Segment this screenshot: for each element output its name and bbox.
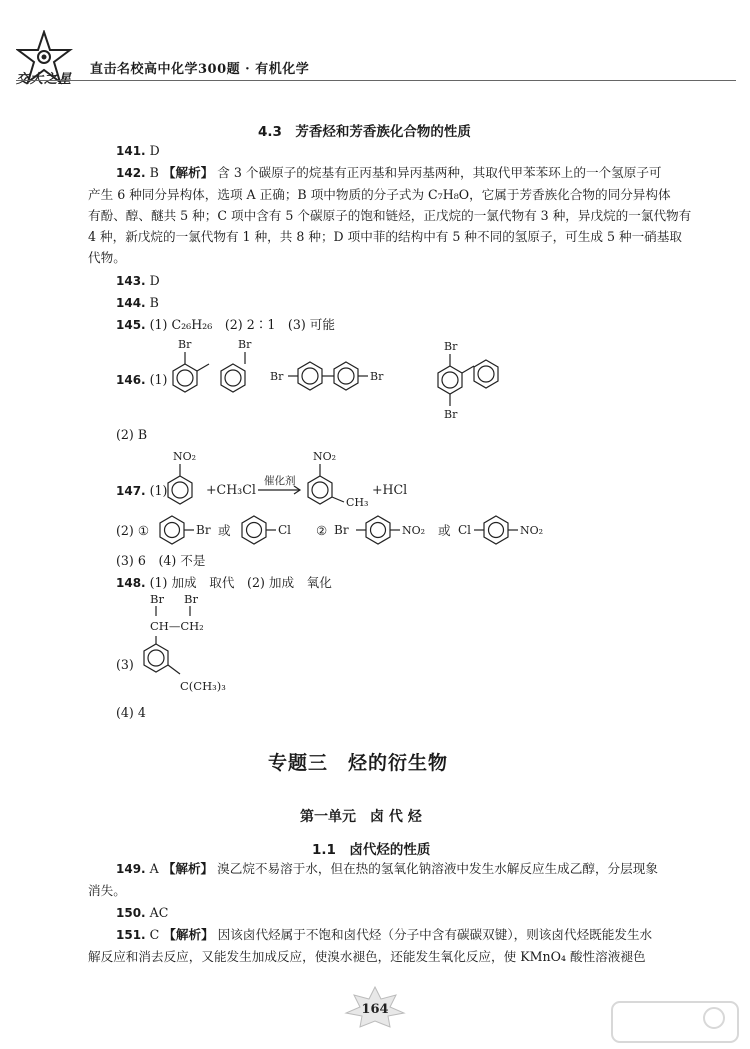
answer-141: 141. D bbox=[116, 143, 160, 158]
page-number-badge bbox=[342, 985, 408, 1029]
svg-text:Br: Br bbox=[184, 592, 198, 606]
answer-145: 145. (1) C₂₆H₂₆ (2) 2∶1 (3) 可能 bbox=[116, 317, 335, 332]
br-label: Br bbox=[444, 408, 458, 421]
chapter-title: 专题三 烃的衍生物 bbox=[268, 752, 449, 774]
answer-143: 143. D bbox=[116, 273, 160, 288]
br-label: Br bbox=[238, 338, 252, 351]
section-title: 1.1 卤代烃的性质 bbox=[312, 842, 431, 858]
answer-147-part2-prefix: (2) ① bbox=[116, 523, 150, 538]
svg-text:催化剂: 催化剂 bbox=[264, 475, 296, 487]
unit-title: 第一单元 卤 代 烃 bbox=[300, 809, 422, 825]
svg-text:+CH₃Cl: +CH₃Cl bbox=[206, 482, 256, 497]
answer-147-part3: (3) 6 (4) 不是 bbox=[116, 553, 206, 568]
br-label: Br bbox=[270, 370, 284, 383]
structures-147-part2 bbox=[156, 512, 556, 548]
svg-text:Br: Br bbox=[150, 592, 164, 606]
svg-text:②: ② bbox=[316, 523, 328, 538]
header-title: 直击名校高中化学300题 · 有机化学 bbox=[90, 62, 310, 77]
svg-text:NO₂: NO₂ bbox=[173, 450, 197, 463]
header-brand: 交大之星 bbox=[16, 72, 73, 87]
reaction-147 bbox=[160, 446, 440, 516]
br-label: Br bbox=[178, 338, 192, 351]
svg-text:CH—CH₂: CH—CH₂ bbox=[150, 619, 204, 633]
structure-148 bbox=[140, 592, 270, 702]
svg-text:CH₃: CH₃ bbox=[346, 496, 369, 509]
svg-text:NO₂: NO₂ bbox=[402, 524, 426, 537]
answer-146-part2: (2) B bbox=[116, 427, 148, 442]
answer-146-label: 146. (1) bbox=[116, 372, 168, 387]
answer-144: 144. B bbox=[116, 295, 159, 310]
svg-text:NO₂: NO₂ bbox=[520, 524, 544, 537]
page-number: 164 bbox=[361, 1002, 389, 1017]
answer-147-label: 147. (1) bbox=[116, 483, 168, 498]
svg-text:C(CH₃)₃: C(CH₃)₃ bbox=[180, 679, 226, 693]
answer-148-part4: (4) 4 bbox=[116, 705, 146, 720]
br-label: Br bbox=[370, 370, 384, 383]
answer-148: 148. (1) 加成 取代 (2) 加成 氧化 bbox=[116, 575, 332, 590]
svg-text:NO₂: NO₂ bbox=[313, 450, 337, 463]
structures-146 bbox=[160, 336, 520, 428]
answer-142: 142. B 【解析】 含 3 个碳原子的烷基有正丙基和异丙基两种，其取代甲苯苯环上的一个氢原子可 产生 6 种同分异构体，选项 A 正确；B 项中物质的分子式为 C₇H₈O，它属于芳香族化合物的同分异构体 有酚、醇、醚共 5 种；C 项中含有 5 个碳原子的饱和链烃，正戊烷的一氯代物有 3 种，异戊烷的一氯代物有 4 种，新戊烷的一氯代物有 1 种，共 8 种；D 项中菲的结构中有 5 种不同的氢原子，可生成 5 种一硝基取 代物。 bbox=[88, 165, 692, 265]
answer-150: 150. AC bbox=[116, 905, 169, 920]
answer-149: 149. A 【解析】 溴乙烷不易溶于水，但在热的氢氧化钠溶液中发生水解反应生成乙醇，分层现象 消失。 bbox=[88, 861, 658, 898]
svg-text:或: 或 bbox=[438, 523, 451, 538]
br-label: Br bbox=[444, 340, 458, 353]
svg-text:Cl: Cl bbox=[278, 523, 292, 537]
answer-151: 151. C 【解析】 因该卤代烃属于不饱和卤代烃（分子中含有碳碳双键），则该卤代烃既能发生水 解反应和消去反应，又能发生加成反应，使溴水褪色，还能发生氧化反应，使 KMnO₄ 酸性溶液褪色 bbox=[88, 927, 653, 964]
svg-text:或: 或 bbox=[218, 523, 231, 538]
svg-text:Cl: Cl bbox=[458, 523, 472, 537]
watermark-logo bbox=[610, 1000, 740, 1044]
header-rule bbox=[16, 80, 736, 81]
svg-text:Br: Br bbox=[334, 523, 349, 537]
section-title: 4.3 芳香烃和芳香族化合物的性质 bbox=[258, 124, 471, 140]
answer-148-part3-label: (3) bbox=[116, 657, 134, 672]
svg-text:Br: Br bbox=[196, 523, 211, 537]
svg-text:+HCl: +HCl bbox=[372, 482, 408, 497]
